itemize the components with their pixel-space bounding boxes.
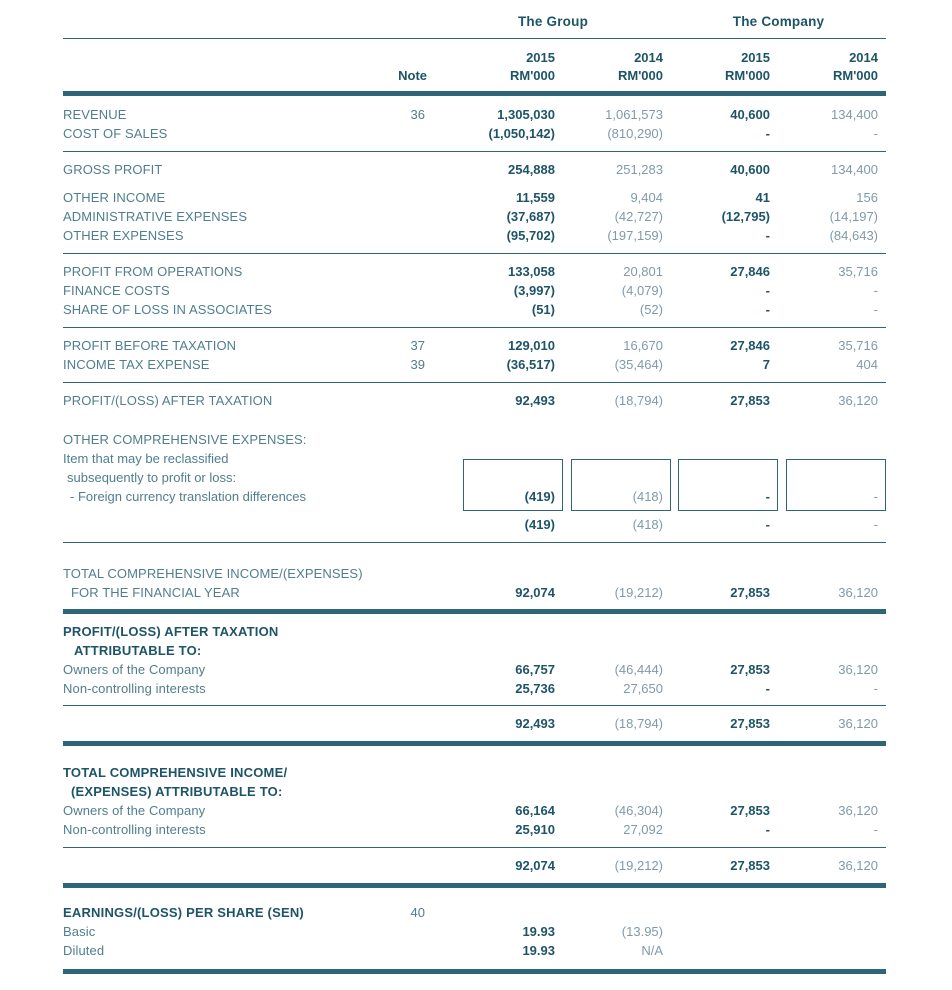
note-cell: [390, 124, 435, 143]
table-row: [63, 105, 886, 124]
value-cell: 20,801: [623, 264, 663, 279]
oci-value-box: [571, 459, 671, 511]
row-label: Diluted: [63, 943, 105, 958]
row-label: Owners of the Company: [63, 803, 206, 818]
value-cell: [778, 622, 886, 641]
value-cell: 36,120: [838, 803, 878, 818]
value-cell: (52): [639, 302, 663, 317]
value-cell: [563, 641, 671, 660]
table-row: [63, 660, 886, 679]
value-cell: (1,050,142): [488, 126, 555, 141]
value-cell: [671, 449, 778, 511]
cell-value: -: [873, 489, 878, 504]
year-row-note-spacer: [390, 49, 435, 67]
row-label: EARNINGS/(LOSS) PER SHARE (SEN): [63, 905, 304, 920]
value-cell: 27,853: [730, 662, 770, 677]
value-cell: (51): [531, 302, 555, 317]
value-cell: [563, 564, 671, 583]
table-row: [63, 801, 886, 820]
value-cell: 27,853: [730, 393, 770, 408]
value-cell: [671, 564, 778, 583]
value-cell: 27,846: [730, 338, 770, 353]
value-cell: -: [765, 681, 770, 696]
value-cell: (197,159): [607, 228, 663, 243]
row-label: PROFIT/(LOSS) AFTER TAXATION: [63, 393, 273, 408]
value-cell: (3,997): [513, 283, 555, 298]
table-row: [63, 782, 886, 801]
table-body: [63, 105, 886, 974]
table-row: [63, 679, 886, 698]
column-header-unit-group-2014: RM'000: [618, 68, 663, 83]
table-row: [63, 903, 886, 922]
value-cell: [563, 449, 671, 511]
table-row: [63, 922, 886, 941]
row-label: TOTAL COMPREHENSIVE INCOME/: [63, 765, 288, 780]
note-cell: 36: [410, 107, 425, 122]
column-header-year-group-2014: 2014: [634, 50, 663, 65]
value-cell: -: [873, 302, 878, 317]
row-label: GROSS PROFIT: [63, 162, 163, 177]
note-cell: [390, 188, 435, 207]
table-row: [63, 188, 886, 207]
value-cell: [778, 564, 886, 583]
table-group-header: [63, 12, 886, 32]
value-cell: -: [873, 283, 878, 298]
row-gap: [63, 179, 886, 188]
column-header-unit-company-2015: RM'000: [725, 68, 770, 83]
value-cell: (18,794): [614, 716, 663, 731]
value-cell: [435, 449, 563, 511]
section-rule-thin: [63, 327, 886, 328]
column-header-year-company-2015: 2015: [741, 50, 770, 65]
note-cell: 37: [410, 338, 425, 353]
value-cell: (42,727): [614, 209, 663, 224]
row-label: OTHER EXPENSES: [63, 228, 184, 243]
value-cell: 19.93: [522, 924, 555, 939]
oci-label-line: Item that may be reclassified: [63, 451, 229, 466]
value-cell: 25,736: [515, 681, 555, 696]
value-cell: 36,120: [838, 585, 878, 600]
value-cell: [671, 430, 778, 449]
row-label: ADMINISTRATIVE EXPENSES: [63, 209, 248, 224]
section-rule-thin: [63, 382, 886, 383]
unit-row-spacer: [63, 67, 390, 85]
table-row: [63, 207, 886, 226]
note-cell: [390, 714, 435, 733]
value-cell: 19.93: [522, 943, 555, 958]
oci-value-box: [786, 459, 886, 511]
value-cell: (12,795): [721, 209, 770, 224]
value-cell: (14,197): [829, 209, 878, 224]
oci-label-line: - Foreign currency translation differences: [70, 489, 307, 504]
table-row: [63, 124, 886, 143]
value-cell: 134,400: [831, 107, 878, 122]
table-row: [63, 391, 886, 410]
value-cell: (46,304): [614, 803, 663, 818]
value-cell: 25,910: [515, 822, 555, 837]
value-cell: -: [765, 517, 770, 532]
value-cell: -: [873, 126, 878, 141]
row-label: Owners of the Company: [63, 662, 206, 677]
row-label: INCOME TAX EXPENSE: [63, 357, 210, 372]
table-row: [63, 856, 886, 875]
value-cell: 92,493: [515, 716, 555, 731]
row-label: Non-controlling interests: [63, 681, 206, 696]
table-row: [63, 583, 886, 602]
value-cell: [671, 622, 778, 641]
value-cell: 1,061,573: [605, 107, 663, 122]
note-cell: [390, 564, 435, 583]
note-cell: 39: [410, 357, 425, 372]
value-cell: -: [765, 822, 770, 837]
value-cell: [671, 763, 778, 782]
note-cell: [390, 622, 435, 641]
value-cell: (37,687): [506, 209, 555, 224]
note-cell: [390, 763, 435, 782]
value-cell: 36,120: [838, 662, 878, 677]
value-cell: (4,079): [621, 283, 663, 298]
value-cell: -: [873, 517, 878, 532]
table-row: [63, 641, 886, 660]
row-label: [63, 856, 390, 875]
row-label: (EXPENSES) ATTRIBUTABLE TO:: [71, 784, 283, 799]
note-cell: [390, 801, 435, 820]
note-cell: [390, 856, 435, 875]
row-label: PROFIT BEFORE TAXATION: [63, 338, 237, 353]
note-cell: [390, 941, 435, 960]
value-cell: [435, 622, 563, 641]
value-cell: 40,600: [730, 107, 770, 122]
table-row: [63, 622, 886, 641]
value-cell: 11,559: [515, 190, 555, 205]
value-cell: [435, 430, 563, 449]
value-cell: [671, 641, 778, 660]
value-cell: -: [765, 228, 770, 243]
row-gap: [63, 551, 886, 564]
note-cell: [390, 281, 435, 300]
group-header-the-company: The Company: [732, 14, 825, 29]
table-row: [63, 281, 886, 300]
note-cell: [390, 583, 435, 602]
note-cell: 40: [410, 905, 425, 920]
value-cell: 92,493: [515, 393, 555, 408]
table-row: [63, 511, 886, 534]
section-rule-thin: [63, 847, 886, 848]
column-header-note: Note: [398, 68, 427, 83]
table-row: [63, 300, 886, 319]
table-row: [63, 160, 886, 179]
value-cell: [778, 922, 886, 941]
row-label: SHARE OF LOSS IN ASSOCIATES: [63, 302, 273, 317]
table-row: [63, 226, 886, 245]
note-cell: [390, 782, 435, 801]
value-cell: (84,643): [829, 228, 878, 243]
oci-boxed-row: [63, 449, 886, 511]
value-cell: 129,010: [508, 338, 555, 353]
cell-value: -: [765, 489, 770, 504]
value-cell: 36,120: [838, 393, 878, 408]
value-cell: 27,853: [730, 716, 770, 731]
value-cell: [671, 922, 778, 941]
group-header-the-group: The Group: [517, 14, 589, 29]
value-cell: [435, 903, 563, 922]
table-row: [63, 262, 886, 281]
value-cell: (810,290): [607, 126, 663, 141]
section-rule-thick: [63, 741, 886, 746]
table-row: [63, 714, 886, 733]
value-cell: 27,650: [623, 681, 663, 696]
value-cell: [435, 763, 563, 782]
value-cell: [563, 782, 671, 801]
value-cell: (36,517): [506, 357, 555, 372]
section-rule-thick: [63, 883, 886, 888]
value-cell: [671, 903, 778, 922]
note-cell: [390, 160, 435, 179]
value-cell: 66,757: [515, 662, 555, 677]
value-cell: [778, 430, 886, 449]
value-cell: 36,120: [838, 858, 878, 873]
row-label: FOR THE FINANCIAL YEAR: [71, 585, 240, 600]
value-cell: (35,464): [614, 357, 663, 372]
value-cell: 133,058: [508, 264, 555, 279]
value-cell: (46,444): [614, 662, 663, 677]
value-cell: -: [873, 822, 878, 837]
value-cell: (13.95): [621, 924, 663, 939]
note-cell: [390, 300, 435, 319]
value-cell: 36,120: [838, 716, 878, 731]
table-row: [63, 763, 886, 782]
year-row-spacer: [63, 49, 390, 67]
header-bottom-rule: [63, 91, 886, 96]
value-cell: 27,853: [730, 803, 770, 818]
table-row: [63, 355, 886, 374]
row-label: ATTRIBUTABLE TO:: [74, 643, 202, 658]
value-cell: [435, 564, 563, 583]
row-label: PROFIT/(LOSS) AFTER TAXATION: [63, 624, 279, 639]
row-label: [63, 714, 390, 733]
group-header-spacer: [63, 12, 435, 32]
note-cell: [390, 820, 435, 839]
value-cell: [435, 782, 563, 801]
value-cell: (18,794): [614, 393, 663, 408]
value-cell: -: [765, 302, 770, 317]
value-cell: 254,888: [508, 162, 555, 177]
value-cell: [778, 449, 886, 511]
column-header-year-company-2014: 2014: [849, 50, 878, 65]
section-rule-thick: [63, 969, 886, 974]
value-cell: 40,600: [730, 162, 770, 177]
value-cell: 35,716: [838, 264, 878, 279]
cell-value: (419): [524, 489, 555, 504]
value-cell: 27,092: [623, 822, 663, 837]
cell-value: (418): [632, 489, 663, 504]
table-row: [63, 820, 886, 839]
section-rule-thin: [63, 542, 886, 543]
value-cell: -: [765, 283, 770, 298]
note-cell: [390, 679, 435, 698]
value-cell: 41: [755, 190, 770, 205]
table-row: [63, 336, 886, 355]
table-row: [63, 564, 886, 583]
row-label: FINANCE COSTS: [63, 283, 170, 298]
row-label: REVENUE: [63, 107, 127, 122]
value-cell: 251,283: [616, 162, 663, 177]
value-cell: 35,716: [838, 338, 878, 353]
note-cell: [390, 391, 435, 410]
column-header-unit-company-2014: RM'000: [833, 68, 878, 83]
unit-header-row: [63, 67, 886, 85]
section-rule-thin: [63, 705, 886, 706]
value-cell: 1,305,030: [497, 107, 555, 122]
note-cell: [390, 449, 435, 511]
value-cell: 7: [762, 357, 770, 372]
row-label: OTHER INCOME: [63, 190, 166, 205]
value-cell: 404: [856, 357, 878, 372]
value-cell: [778, 763, 886, 782]
section-rule-thin: [63, 253, 886, 254]
header-divider-rule: [63, 38, 886, 39]
oci-label-lines: [63, 449, 390, 511]
value-cell: (95,702): [506, 228, 555, 243]
row-gap: [63, 410, 886, 430]
value-cell: [563, 622, 671, 641]
table-row: [63, 430, 886, 449]
value-cell: 156: [856, 190, 878, 205]
row-gap: [63, 754, 886, 763]
oci-value-box: [678, 459, 778, 511]
value-cell: (419): [524, 517, 555, 532]
value-cell: 27,853: [730, 858, 770, 873]
column-header-unit-group-2015: RM'000: [510, 68, 555, 83]
table-row: [63, 941, 886, 960]
oci-value-box: [463, 459, 563, 511]
value-cell: [563, 430, 671, 449]
note-cell: [390, 430, 435, 449]
note-cell: [390, 660, 435, 679]
value-cell: [778, 941, 886, 960]
row-label: OTHER COMPREHENSIVE EXPENSES:: [63, 432, 307, 447]
value-cell: 9,404: [630, 190, 663, 205]
note-cell: [390, 207, 435, 226]
row-label: Basic: [63, 924, 96, 939]
value-cell: 134,400: [831, 162, 878, 177]
row-label: PROFIT FROM OPERATIONS: [63, 264, 243, 279]
value-cell: (19,212): [614, 585, 663, 600]
value-cell: (418): [632, 517, 663, 532]
value-cell: -: [765, 126, 770, 141]
value-cell: [778, 641, 886, 660]
note-cell: [390, 641, 435, 660]
note-cell: [390, 262, 435, 281]
value-cell: 92,074: [515, 585, 555, 600]
value-cell: N/A: [641, 943, 663, 958]
value-cell: [563, 763, 671, 782]
value-cell: [435, 641, 563, 660]
column-header-year-group-2015: 2015: [526, 50, 555, 65]
note-cell: [390, 226, 435, 245]
value-cell: 27,846: [730, 264, 770, 279]
income-statement-table: [63, 12, 886, 974]
row-label: COST OF SALES: [63, 126, 168, 141]
note-cell: [390, 515, 435, 534]
oci-label-line: subsequently to profit or loss:: [67, 470, 237, 485]
note-cell: [390, 922, 435, 941]
value-cell: [671, 941, 778, 960]
row-label: TOTAL COMPREHENSIVE INCOME/(EXPENSES): [63, 566, 363, 581]
value-cell: 92,074: [515, 858, 555, 873]
row-gap: [63, 896, 886, 903]
value-cell: [563, 903, 671, 922]
section-rule-thin: [63, 151, 886, 152]
row-label: Non-controlling interests: [63, 822, 206, 837]
value-cell: 16,670: [623, 338, 663, 353]
value-cell: (19,212): [614, 858, 663, 873]
value-cell: [778, 782, 886, 801]
year-header-row: [63, 49, 886, 67]
value-cell: [778, 903, 886, 922]
value-cell: -: [873, 681, 878, 696]
value-cell: 27,853: [730, 585, 770, 600]
value-cell: [671, 782, 778, 801]
section-rule-thick: [63, 609, 886, 614]
row-label: [63, 515, 390, 534]
value-cell: 66,164: [515, 803, 555, 818]
